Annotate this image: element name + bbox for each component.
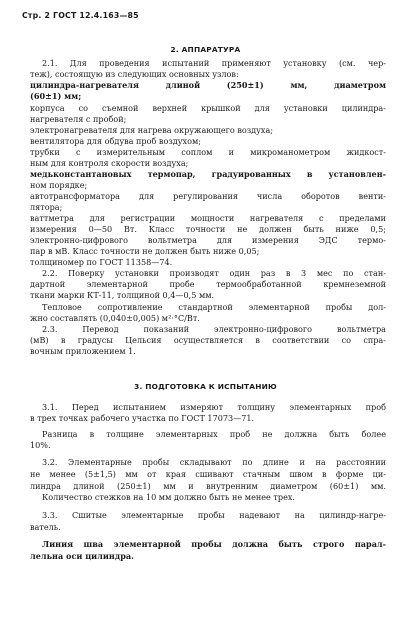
text-line: цилиндра-нагревателя длиной (250±1) мм, диаметром <box>30 80 386 90</box>
text-line: ткани марки КТ-11, толщиной 0,4—0,5 мм. <box>30 290 215 300</box>
text-line: медьконстантановых термопар, градуированных в установлен- <box>30 169 386 179</box>
text-line: жно составлять (0,040±0,005) м²·°С/Вт. <box>30 313 200 323</box>
text-line: измерения 0—50 Вт. Класс точности не должен быть ниже 0,5; <box>30 224 386 234</box>
text-line: трубки с измерительным соплом и микроманометром жидкост- <box>30 147 386 157</box>
text-line: 3.2. Элементарные пробы складывают по длине и на расстоянии <box>42 457 386 467</box>
text-line: линдра длиной (250±1) мм и внутренним диаметром (60±1) мм. <box>30 481 386 491</box>
text-line: не менее (5±1,5) мм от края сшивают стачным швом в форме ци- <box>30 469 386 479</box>
text-line: корпуса со съемной верхней крышкой для установки цилиндра- <box>30 103 386 113</box>
text-line: вентилятора для обдува проб воздухом; <box>30 136 201 146</box>
text-line: Разница в толщине элементарных проб не должна быть более <box>42 429 386 439</box>
text-line: толщиномер по ГОСТ 11358—74. <box>30 257 173 267</box>
text-line: ном порядке; <box>30 180 88 190</box>
text-line: лятора; <box>30 202 63 212</box>
text-line: Тепловое сопротивление стандартной элементарной пробы дол- <box>42 302 386 312</box>
page-header: Стр. 2 ГОСТ 12.4.163—85 <box>22 11 139 20</box>
text-line: электронно-цифрового вольтметра для измерения ЭДС термо- <box>30 235 386 245</box>
text-line: 10%. <box>30 440 51 450</box>
text-line: нагревателя с пробой; <box>30 114 127 124</box>
section-title-preparation: 3. ПОДГОТОВКА К ИСПЫТАНИЮ <box>134 382 277 391</box>
text-line: Количество стежков на 10 мм должно быть не менее трех. <box>42 492 295 502</box>
text-line: 3.3. Сшитые элементарные пробы надевают на цилиндр-нагре- <box>42 510 386 520</box>
text-line: 2.3. Перевод показаний электронно-цифрового вольтметра <box>42 324 386 334</box>
section-title-apparatus: 2. АППАРАТУРА <box>170 45 241 54</box>
text-line: ватель. <box>30 522 61 532</box>
text-line: дартной элементарной пробе термообработанной кремнеземной <box>30 279 386 289</box>
text-line: 3.1. Перед испытанием измеряют толщину элементарных проб <box>42 402 386 412</box>
text-line: в трех точках рабочего участка по ГОСТ 17073—71. <box>30 413 255 423</box>
text-line: ным для контроля скорости воздуха; <box>30 158 189 168</box>
text-line: вочным приложением 1. <box>30 346 136 356</box>
text-line: лельна оси цилиндра. <box>30 551 134 561</box>
text-line: (мВ) в градусы Цельсия осуществляется в соответствии со спра- <box>30 335 386 345</box>
text-line: пар в мВ. Класс точности не должен быть ниже 0,05; <box>30 246 260 256</box>
text-line: ваттметра для регистрации мощности нагревателя с пределами <box>30 213 386 223</box>
text-line: теж), состоящую из следующих основных узлов: <box>30 69 239 79</box>
text-line: автотрансформатора для регулирования числа оборотов венти- <box>30 191 386 201</box>
text-line: (60±1) мм; <box>30 91 82 101</box>
text-line: 2.1. Для проведения испытаний применяют установку (см. чер- <box>42 58 386 68</box>
text-line: электронагревателя для нагрева окружающего воздуха; <box>30 125 274 135</box>
text-line: 2.2. Поверку установки производят один раз в 3 мес по стан- <box>42 268 386 278</box>
text-line: Линия шва элементарной пробы должна быть строго парал- <box>42 539 386 549</box>
